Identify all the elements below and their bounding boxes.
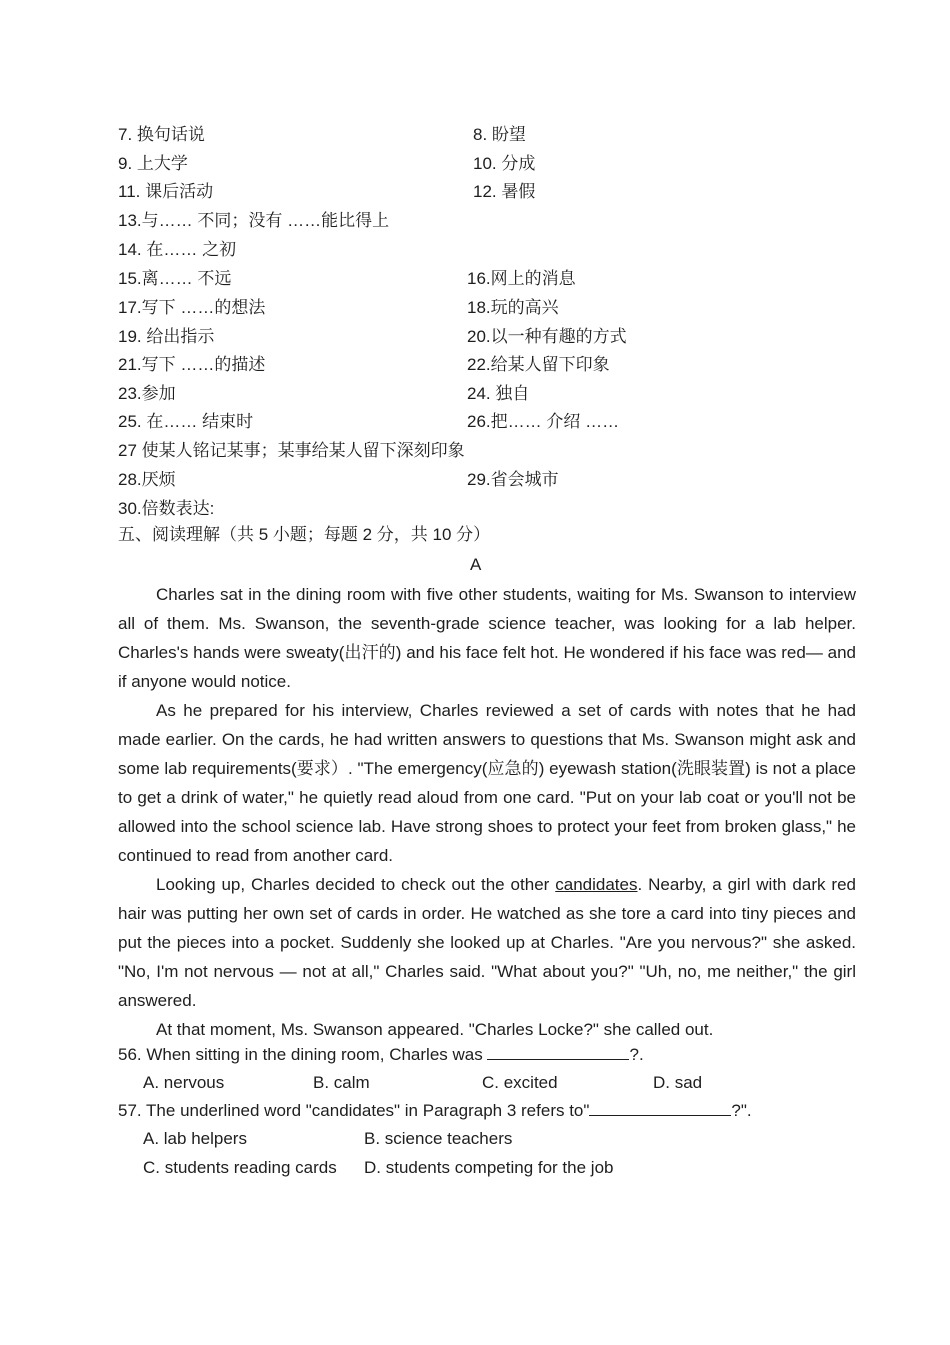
vocab-item-12: 12. 暑假 [473,182,536,201]
passage-paragraph-2: As he prepared for his interview, Charles reviewed a set of cards with notes that he had made earlier. On the cards, he had written answers to questions that Ms. Swanson might ask and some lab requirements(要求）. "The emergency(应急的) eyewash station(洗眼装置) is not a place to get a drink of water," he quietly read aloud from one card. "Put on your lab coat or you'll not be allowed into the school science lab. Have strong shoes to protect your feet from broken glass," he continued to read from another card. [118,701,856,865]
q56-option-a[interactable]: A. nervous [143,1073,225,1092]
vocab-item-23: 23.参加 [118,384,176,403]
vocab-item-17: 17.写下 ……的想法 [118,298,266,317]
passage-paragraph-4: At that moment, Ms. Swanson appeared. "Charles Locke?" she called out. [156,1020,714,1039]
q56-option-b[interactable]: B. calm [313,1073,370,1092]
vocab-item-18: 18.玩的高兴 [467,298,559,317]
vocab-item-29: 29.省会城市 [467,470,559,489]
vocab-item-14: 14. 在…… 之初 [118,240,237,259]
vocab-item-7: 7. 换句话说 [118,125,205,144]
q57-option-d[interactable]: D. students competing for the job [364,1158,614,1177]
answer-blank-57[interactable] [589,1099,731,1116]
vocab-item-24: 24. 独自 [467,384,530,403]
vocab-item-8: 8. 盼望 [473,125,526,144]
q57-option-a[interactable]: A. lab helpers [143,1129,247,1148]
question-56-stem: 56. When sitting in the dining room, Charles was [118,1045,483,1064]
question-57-stem-end: ?". [731,1101,752,1120]
question-57-stem: 57. The underlined word "candidates" in Paragraph 3 refers to" [118,1101,590,1120]
vocab-item-16: 16.网上的消息 [467,269,576,288]
passage-paragraph-1: Charles sat in the dining room with five other students, waiting for Ms. Swanson to interview all of them. Ms. Swanson, the seventh-grade science teacher, was looking for a lab helper. Charles's hands were sweaty(出汗的) and his face felt hot. He wondered if his face was red— and if anyone would notice. [118,585,856,691]
vocab-item-22: 22.给某人留下印象 [467,355,610,374]
passage-paragraph-3 [118,870,856,1015]
q57-option-b[interactable]: B. science teachers [364,1129,513,1148]
vocab-item-28: 28.厌烦 [118,470,176,489]
vocab-item-19: 19. 给出指示 [118,327,215,346]
question-57 [118,1099,752,1122]
vocab-item-21: 21.写下 ……的描述 [118,355,266,374]
vocab-item-15: 15.离…… 不远 [118,269,232,288]
section-heading: 五、阅读理解（共 5 小题；每题 2 分，共 10 分） [118,525,491,544]
reading-passage [118,580,856,1044]
vocab-item-9: 9. 上大学 [118,154,188,173]
question-56-stem-end: ?. [629,1045,644,1064]
vocab-item-26: 26.把…… 介绍 …… [467,412,620,431]
q57-option-c[interactable]: C. students reading cards [143,1158,337,1177]
paragraph-3-text-before: Looking up, Charles decided to check out the other [156,875,556,894]
paragraph-3-text-after: . Nearby, a girl with dark red hair was putting her own set of cards in order. He watched as she tore a card into tiny pieces and put the pieces into a pocket. Suddenly she looked up at Charles. "Are you nervous?" she asked. "No, I'm not nervous — not at all," Charles said. "What about you?" "Uh, no, me neither," the girl answered. [118,875,856,1010]
q56-option-c[interactable]: C. excited [482,1073,558,1092]
vocab-item-10: 10. 分成 [473,154,536,173]
vocab-item-11: 11. 课后活动 [118,182,214,201]
vocab-item-25: 25. 在…… 结束时 [118,412,254,431]
underlined-word-candidates: candidates [555,875,638,894]
question-56 [118,1043,644,1066]
passage-label: A [470,555,482,574]
vocab-item-20: 20.以一种有趣的方式 [467,327,627,346]
answer-blank-56[interactable] [487,1043,629,1060]
vocab-item-13: 13.与…… 不同；没有 ……能比得上 [118,211,390,230]
vocab-item-30: 30.倍数表达: [118,499,215,518]
vocab-item-27: 27 使某人铭记某事；某事给某人留下深刻印象 [118,441,465,460]
q56-option-d[interactable]: D. sad [653,1073,703,1092]
